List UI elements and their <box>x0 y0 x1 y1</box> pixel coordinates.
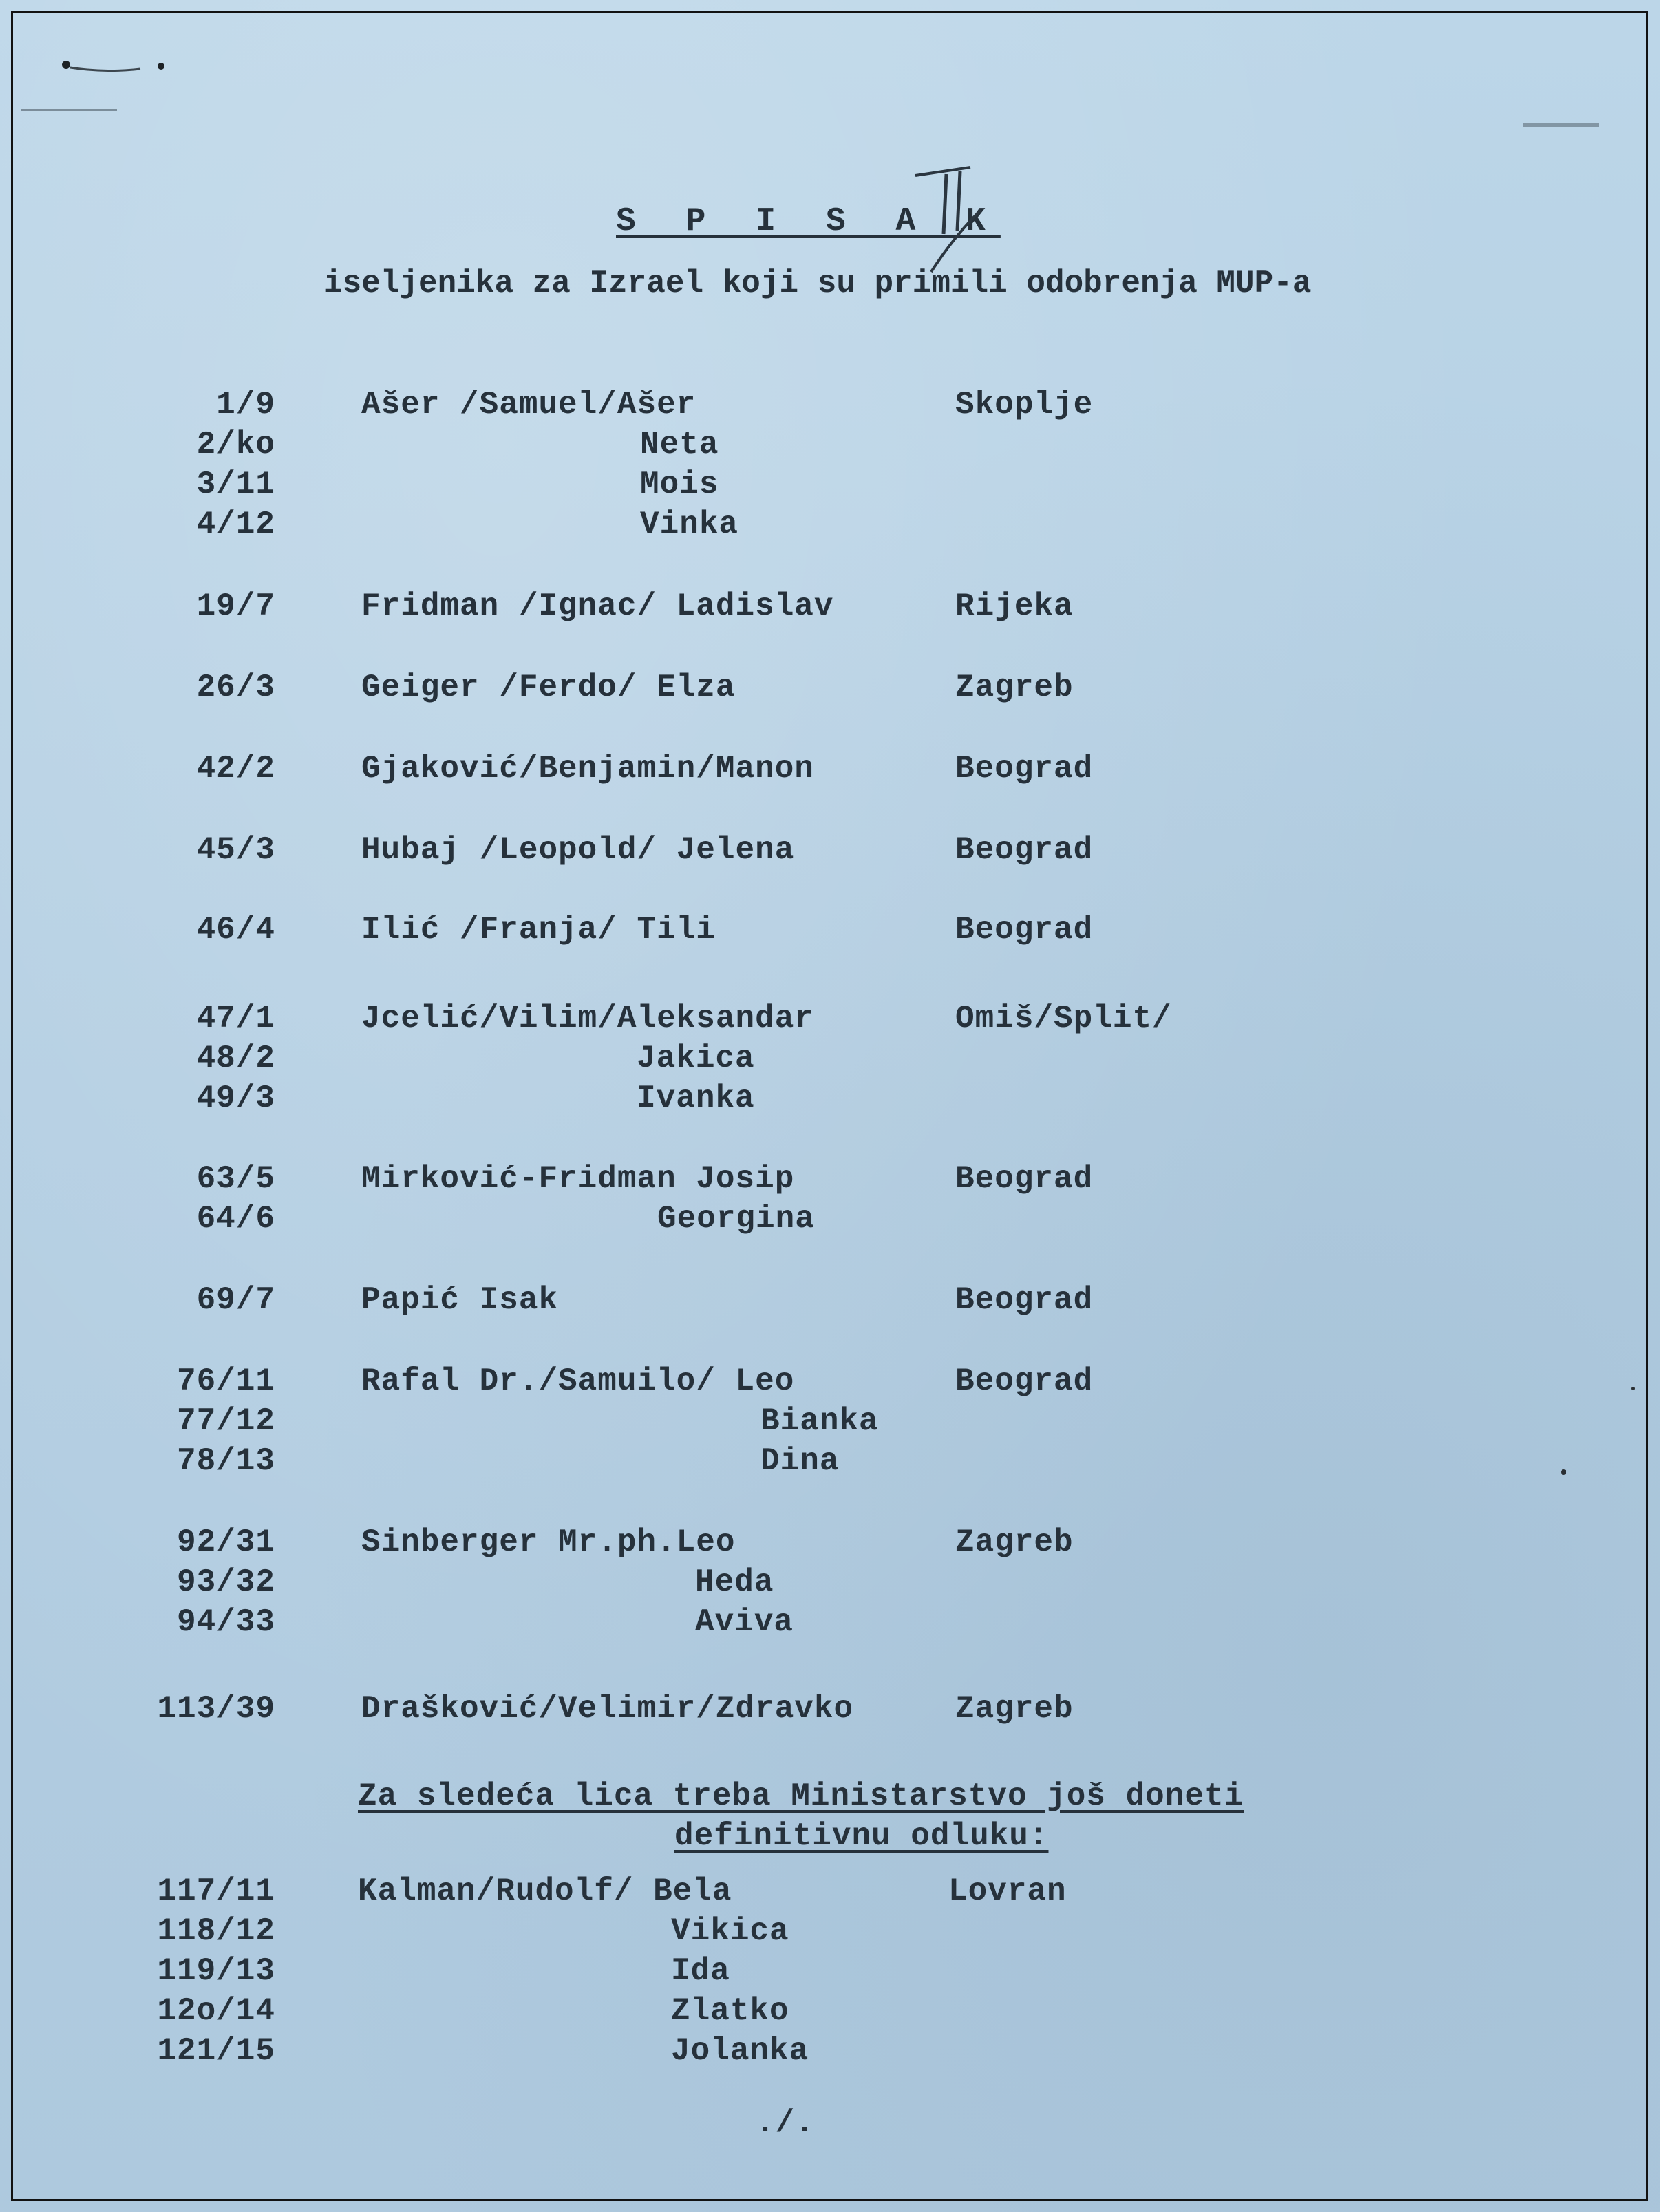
entry-name: Rafal Dr./Samuilo/ Leo <box>361 1363 795 1399</box>
entry-city: Beograd <box>955 751 1094 787</box>
entry-family-member: Vinka <box>640 507 739 542</box>
entry-number: 47/1 <box>196 1001 275 1036</box>
entry-city: Beograd <box>955 832 1094 868</box>
entry-number: 113/39 <box>157 1691 275 1727</box>
entry-number: 45/3 <box>196 832 275 868</box>
entry-number: 93/32 <box>176 1564 275 1600</box>
entry-city: Zagreb <box>955 670 1074 705</box>
entry-number: 19/7 <box>196 588 275 624</box>
entry-number: 26/3 <box>196 670 275 705</box>
pending-city: Lovran <box>948 1873 1067 1909</box>
entry-number: 64/6 <box>196 1201 275 1237</box>
entry-family-member: Ivanka <box>637 1081 755 1116</box>
entry-number: 94/33 <box>176 1604 275 1640</box>
document-title: S P I S A K <box>616 203 1001 240</box>
entry-family-member: Mois <box>640 467 719 502</box>
note-line-2: definitivnu odluku: <box>674 1818 1049 1854</box>
pending-family-member: Jolanka <box>671 2033 809 2069</box>
entry-name: Jcelić/Vilim/Aleksandar <box>361 1001 814 1036</box>
entry-number: 69/7 <box>196 1282 275 1318</box>
entry-family-member: Heda <box>695 1564 774 1600</box>
continuation-mark: ./. <box>756 2105 815 2141</box>
entry-number: 77/12 <box>176 1403 275 1439</box>
entry-city: Beograd <box>955 1161 1094 1197</box>
entry-city: Beograd <box>955 1363 1094 1399</box>
entry-family-member: Jakica <box>637 1041 755 1076</box>
entry-city: Rijeka <box>955 588 1074 624</box>
entry-name: Gjaković/Benjamin/Manon <box>361 751 814 787</box>
entry-family-member: Bianka <box>760 1403 879 1439</box>
entry-number: 78/13 <box>176 1443 275 1479</box>
note-line-1: Za sledeća lica treba Ministarstvo još doneti <box>358 1778 1244 1814</box>
edge-line-left <box>21 109 117 111</box>
pending-number: 12o/14 <box>157 1993 275 2029</box>
entry-city: Skoplje <box>955 387 1094 423</box>
entry-name: Ašer /Samuel/Ašer <box>361 387 696 423</box>
entry-number: 63/5 <box>196 1161 275 1197</box>
pending-number: 117/11 <box>157 1873 275 1909</box>
roman-numeral-mark <box>912 153 991 275</box>
entry-name: Hubaj /Leopold/ Jelena <box>361 832 795 868</box>
speck <box>1631 1387 1635 1390</box>
pending-family-member: Zlatko <box>671 1993 789 2029</box>
pending-number: 118/12 <box>157 1913 275 1949</box>
svg-text:II: II <box>912 153 926 165</box>
entry-city: Omiš/Split/ <box>955 1001 1172 1036</box>
pending-family-member: Ida <box>671 1953 730 1989</box>
edge-line-right <box>1523 123 1599 127</box>
pending-number: 119/13 <box>157 1953 275 1989</box>
entry-city: Beograd <box>955 1282 1094 1318</box>
entry-number: 4/12 <box>196 507 275 542</box>
entry-name: Sinberger Mr.ph.Leo <box>361 1524 736 1560</box>
entry-name: Fridman /Ignac/ Ladislav <box>361 588 834 624</box>
entry-number: 46/4 <box>196 912 275 948</box>
entry-city: Zagreb <box>955 1691 1074 1727</box>
speck <box>1561 1469 1566 1475</box>
entry-number: 2/ko <box>196 427 275 462</box>
entry-name: Ilić /Franja/ Tili <box>361 912 716 948</box>
entry-number: 92/31 <box>176 1524 275 1560</box>
entry-number: 1/9 <box>216 387 275 423</box>
entry-number: 49/3 <box>196 1081 275 1116</box>
entry-name: Geiger /Ferdo/ Elza <box>361 670 736 705</box>
entry-number: 76/11 <box>176 1363 275 1399</box>
pending-number: 121/15 <box>157 2033 275 2069</box>
entry-city: Zagreb <box>955 1524 1074 1560</box>
document-subtitle: iseljenika za Izrael koji su primili odobrenja MUP-a <box>323 266 1312 301</box>
entry-family-member: Neta <box>640 427 719 462</box>
entry-name: Mirković-Fridman Josip <box>361 1161 795 1197</box>
entry-number: 48/2 <box>196 1041 275 1076</box>
punch-mark-icon <box>58 58 161 78</box>
entry-number: 42/2 <box>196 751 275 787</box>
entry-name: Papić Isak <box>361 1282 559 1318</box>
pending-family-member: Vikica <box>671 1913 789 1949</box>
entry-family-member: Aviva <box>695 1604 794 1640</box>
entry-family-member: Georgina <box>657 1201 815 1237</box>
entry-city: Beograd <box>955 912 1094 948</box>
entry-number: 3/11 <box>196 467 275 502</box>
entry-family-member: Dina <box>760 1443 840 1479</box>
entry-name: Drašković/Velimir/Zdravko <box>361 1691 854 1727</box>
pending-name: Kalman/Rudolf/ Bela <box>358 1873 732 1909</box>
